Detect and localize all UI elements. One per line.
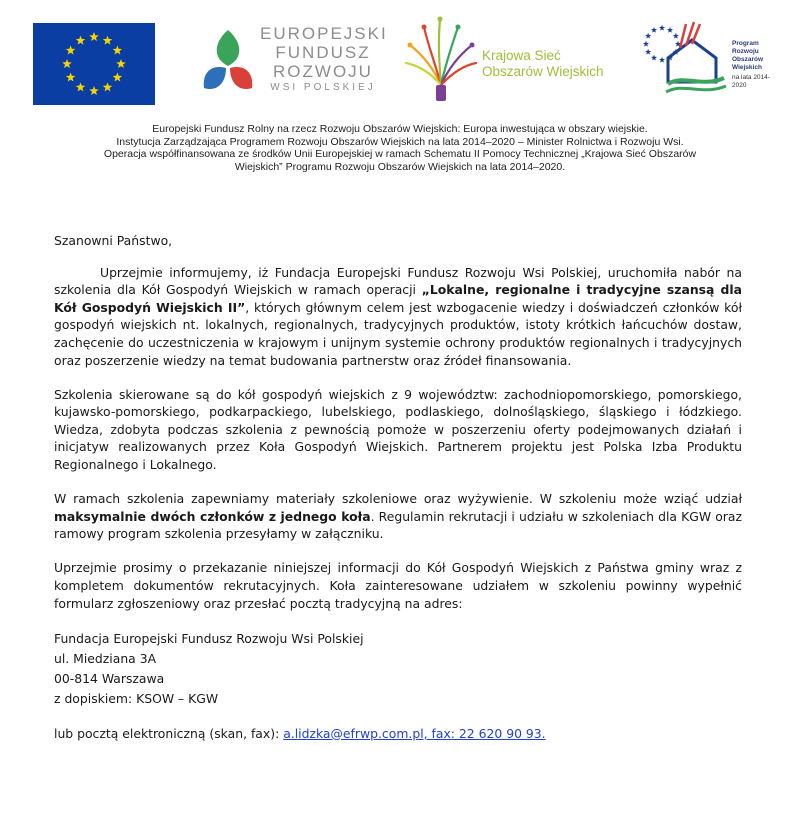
paragraph-1-text-b: , których głównym celem jest wzbogacenie wiedzy i doświadczeń członków kół gospodyń wiejskich nt. lokalnych, regionalnych, tradycyjnych produktów, istoty krótkich łańcuchów dostaw, zachęcenie do uczestniczenia w krajowym i unijnym systemie ochrony produktów regionalnych i tradycyjnych oraz poszerzenie wiedzy na temat budowania partnerstw oraz źródeł finansowania. (54, 299, 742, 368)
letter-body (54, 232, 742, 759)
paragraph-4: Uprzejmie prosimy o przekazanie niniejszej informacji do Kół Gospodyń Wiejskich z Państwa gminy wraz z kompletem dokumentów rekrutacyjnych. Koła zainteresowane udziałem w szkoleniu powinny wypełnić formularz zgłoszeniowy oraz przesłać pocztą tradycyjną na adres: (54, 560, 742, 611)
funding-line-2: Instytucja Zarządzająca Programem Rozwoju Obszarów Wiejskich na lata 2014–2020 – Minister Rolnictwa i Rozwoju Wsi. (116, 135, 684, 148)
prow-logo (640, 18, 780, 106)
prow-line-2: Rozwoju (732, 48, 759, 55)
paragraph-1 (54, 264, 742, 370)
paragraph-3-text-b: . Regulamin rekrutacji i udziału w szkoleniach dla KGW oraz ramowy program szkolenia przesyłamy w załączniku. (54, 508, 742, 542)
paragraph-1-text-a: Uprzejmie informujemy, iż Fundacja Europejski Fundusz Rozwoju Wsi Polskiej, uruchomiła nabór na szkolenia dla Kół Gospodyń Wiejskich w ramach operacji (54, 264, 742, 298)
address-line-4: z dopiskiem: KSOW – KGW (54, 690, 219, 706)
efrwp-line-4: WSI POLSKIEJ (270, 82, 376, 93)
eu-stars-icon (33, 23, 155, 105)
address-line-3: 00-814 Warszawa (54, 670, 165, 686)
prow-line-1: Program (732, 40, 759, 47)
ksow-tree-icon (402, 15, 480, 105)
efrwp-logo (196, 22, 386, 104)
efrwp-leaf-icon (196, 28, 260, 98)
paragraph-2: Szkolenia skierowane są do kół gospodyń wiejskich z 9 województw: zachodniopomorskiego, pomorskiego, kujawsko-pomorskiego, podkarpackiego, lubelskiego, podlaskiego, dolnośląskiego, śląskiego i łódzkiego. Wiedza, zdobyta podczas szkolenia z pewnością pomoże w poszerzeniu oferty podejmowanych działań i inicjatyw realizowanych przez Koła Gospodyń Wiejskich. Partnerem projektu jest Polska Izba Produktu Regionalnego i Lokalnego. (54, 386, 742, 473)
address-line-1: Fundacja Europejski Fundusz Rozwoju Wsi Polskiej (54, 630, 364, 646)
funding-line-3: Operacja współfinansowana ze środków Unii Europejskiej w ramach Schematu II Pomocy Technicznej „Krajowa Sieć Obszarów (103, 148, 697, 160)
greeting: Szanowni Państwo, (54, 233, 173, 248)
prow-line-5: na lata 2014-2020 (732, 74, 770, 89)
ksow-line-1: Krajowa Sieć (482, 48, 561, 63)
funding-line-1: Europejski Fundusz Rolny na rzecz Rozwoju Obszarów Wiejskich: Europa inwestująca w obszary wiejskie. (152, 123, 648, 135)
prow-house-icon (640, 18, 730, 98)
participant-limit: maksymalnie dwóch członków z jednego koła (54, 508, 371, 524)
email-contact (54, 725, 742, 743)
ksow-line-2: Obszarów Wiejskich (482, 64, 604, 79)
prow-line-3: Obszarów (732, 56, 764, 63)
funding-line-4: Wiejskich” Programu Rozwoju Obszarów Wiejskich na lata 2014–2020. (234, 160, 566, 173)
paragraph-3-text-a: W ramach szkolenia zapewniamy materiały szkoleniowe oraz wyżywienie. W szkoleniu może wziąć udział (54, 491, 742, 507)
paragraph-3 (54, 490, 742, 543)
email-prefix: lub pocztą elektroniczną (skan, fax): (54, 725, 284, 741)
eu-flag-logo (33, 23, 155, 105)
prow-line-4: Wiejskich (732, 64, 762, 71)
logo-strip (0, 0, 800, 112)
efrwp-line-3: ROZWOJU (273, 62, 373, 81)
address-line-2: ul. Miedziana 3A (54, 650, 157, 666)
funding-note (40, 123, 760, 173)
operation-title: „Lokalne, regionalne i tradycyjne szansą dla Kół Gospodyń Wiejskich II” (54, 282, 742, 315)
ksow-logo (402, 15, 622, 107)
efrwp-line-1: EUROPEJSKI (260, 24, 388, 43)
postal-address (54, 629, 742, 709)
efrwp-line-2: FUNDUSZ (275, 43, 371, 62)
email-link[interactable]: a.lidzka@efrwp.com.pl, fax: 22 620 90 93. (283, 725, 546, 741)
